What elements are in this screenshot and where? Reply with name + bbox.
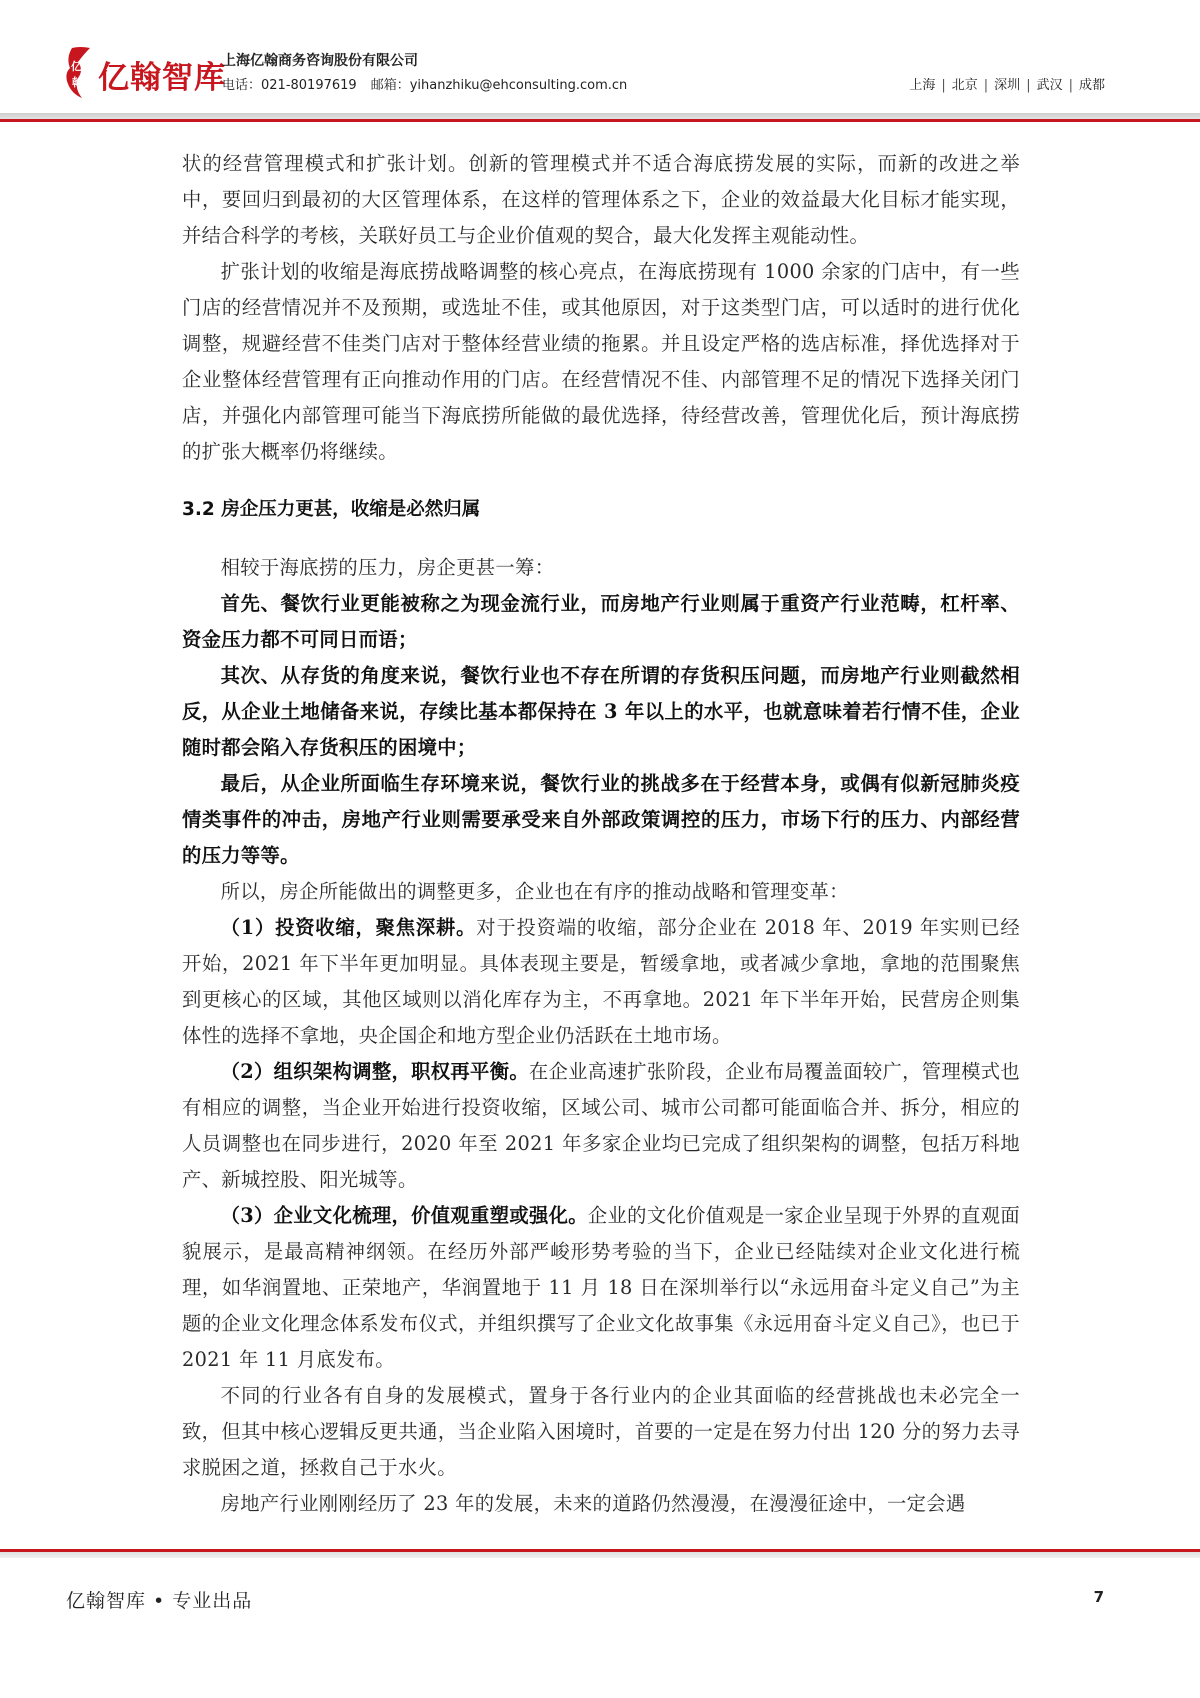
paragraph xyxy=(182,1198,1020,1378)
item-lead: （3）企业文化梳理，价值观重塑或强化。 xyxy=(220,1204,588,1227)
city-item: 北京 xyxy=(951,78,978,93)
paragraph: 不同的行业各有自身的发展模式，置身于各行业内的企业其面临的经营挑战也未必完全一致，但其中核心逻辑反更共通，当企业陷入困境时，首要的一定是在努力付出 120 分的努力去寻求脱困之道，拯救自己于水火。 xyxy=(182,1384,1020,1479)
header-accent-line xyxy=(0,119,1200,122)
paragraph: 房地产行业刚刚经历了 23 年的发展，未来的道路仍然漫漫，在漫漫征途中，一定会遇 xyxy=(220,1492,966,1515)
logo-text: 亿翰智库 xyxy=(98,60,226,96)
city-item: 成都 xyxy=(1078,78,1105,93)
paragraph: 状的经营管理模式和扩张计划。创新的管理模式并不适合海底捞发展的实际，而新的改进之举中，要回归到最初的大区管理体系，在这样的管理体系之下，企业的效益最大化目标才能实现，并结合科学的考核，关联好员工与企业价值观的契合，最大化发挥主观能动性。 xyxy=(182,152,1020,247)
city-list: 上海 | 北京 | 深圳 | 武汉 | 成都 xyxy=(909,78,1105,93)
section-heading: 3.2 房企压力更甚，收缩是必然归属 xyxy=(182,499,481,520)
paragraph-bold: 其次、从存货的角度来说，餐饮行业也不存在所谓的存货积压问题，而房地产行业则截然相反，从企业土地储备来说，存续比基本都保持在 3 年以上的水平，也就意味着若行情不佳，企业随时都会陷入存货积压的困境中； xyxy=(182,664,1020,759)
paragraph-bold: 最后，从企业所面临生存环境来说，餐饮行业的挑战多在于经营本身，或偶有似新冠肺炎疫情类事件的冲击，房地产行业则需要承受来自外部政策调控的压力，市场下行的压力、内部经营的压力等等。 xyxy=(182,772,1020,867)
item-text: 在企业高速扩张阶段，企业布局覆盖面较广，管理模式也有相应的调整，当企业开始进行投资收缩，区域公司、城市公司都可能面临合并、拆分，相应的人员调整也在同步进行，2020 年至 2021 年多家企业均已完成了组织架构的调整，包括万科地产、新城控股、阳光城等。 xyxy=(182,1060,1020,1191)
item-text: 对于投资端的收缩，部分企业在 2018 年、2019 年实则已经开始，2021 年下半年更加明显。具体表现主要是，暂缓拿地，或者减少拿地，拿地的范围聚焦到更核心的区域，其他区域则以消化库存为主，不再拿地。2021 年下半年开始，民营房企则集体性的选择不拿地，央企国企和地方型企业仍活跃在土地市场。 xyxy=(182,916,1020,1047)
paragraph: 相较于海底捞的压力，房企更甚一筹： xyxy=(220,556,555,579)
paragraph: 扩张计划的收缩是海底捞战略调整的核心亮点，在海底捞现有 1000 余家的门店中，有一些门店的经营情况并不及预期，或选址不佳，或其他原因，对于这类型门店，可以适时的进行优化调整，规避经营不佳类门店对于整体经营业绩的拖累。并且设定严格的选店标准，择优选择对于企业整体经营管理有正向推动作用的门店。在经营情况不佳、内部管理不足的情况下选择关闭门店，并强化内部管理可能当下海底捞所能做的最优选择，待经营改善，管理优化后，预计海底捞的扩张大概率仍将继续。 xyxy=(182,260,1020,463)
city-item: 武汉 xyxy=(1036,78,1063,93)
city-item: 深圳 xyxy=(994,78,1021,93)
svg-text:翰: 翰 xyxy=(72,76,83,89)
paragraph-bold: 首先、餐饮行业更能被称之为现金流行业，而房地产行业则属于重资产行业范畴，杠杆率、资金压力都不可同日而语； xyxy=(182,592,1020,651)
svg-text:亿: 亿 xyxy=(71,60,82,73)
article-body xyxy=(182,146,1020,1522)
email-address: 邮箱：yihanzhiku@ehconsulting.com.cn xyxy=(370,78,628,93)
phone-number: 电话：021-80197619 xyxy=(222,78,357,93)
paragraph xyxy=(182,1054,1020,1198)
paragraph xyxy=(182,910,1020,1054)
item-text: 企业的文化价值观是一家企业呈现于外界的直观面貌展示，是最高精神纲领。在经历外部严峻形势考验的当下，企业已经陆续对企业文化进行梳理，如华润置地、正荣地产，华润置地于 11 月 18 日在深圳举行以“永远用奋斗定义自己”为主题的企业文化理念体系发布仪式，并组织撰写了企业文化故事集《永远用奋斗定义自己》，也已于 2021 年 11 月底发布。 xyxy=(182,1204,1020,1371)
city-item: 上海 xyxy=(909,78,936,93)
company-name: 上海亿翰商务咨询股份有限公司 xyxy=(222,53,418,69)
footer-divider xyxy=(0,1552,1200,1558)
contact-line xyxy=(222,74,627,93)
paragraph: 所以，房企所能做出的调整更多，企业也在有序的推动战略和管理变革： xyxy=(220,880,849,903)
item-lead: （1）投资收缩，聚焦深耕。 xyxy=(220,916,477,939)
item-lead: （2）组织架构调整，职权再平衡。 xyxy=(220,1060,529,1083)
page-header xyxy=(0,0,1200,120)
footer-brand: 亿翰智库 • 专业出品 xyxy=(66,1590,253,1612)
page-number: 7 xyxy=(1093,1588,1104,1606)
logo-icon xyxy=(62,44,96,100)
